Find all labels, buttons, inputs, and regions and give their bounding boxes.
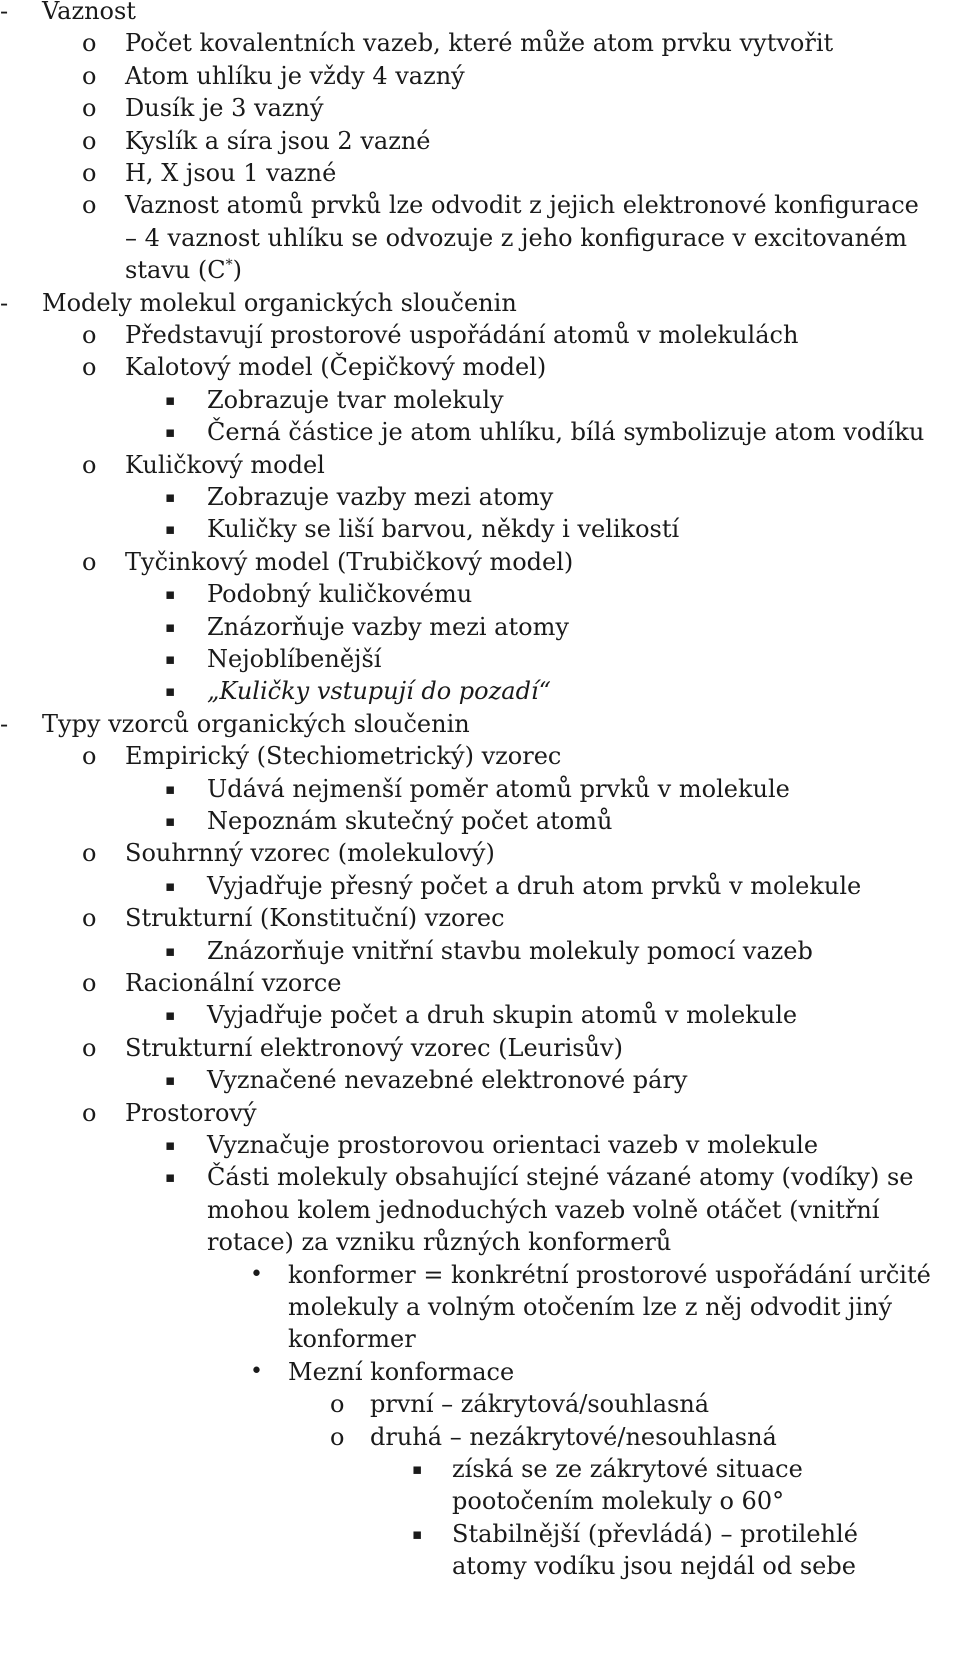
- outline-text: mohou kolem jednoduchých vazeb volně otáčet (vnitřní: [207, 1195, 880, 1224]
- circle-bullet-icon: o: [82, 191, 97, 220]
- square-bullet-icon: ▪: [165, 1071, 176, 1090]
- outline-line: [0, 577, 960, 611]
- outline-line: [0, 901, 960, 935]
- square-bullet-icon: ▪: [165, 423, 176, 442]
- outline-line: [0, 804, 960, 838]
- outline-line: [0, 286, 960, 320]
- square-bullet-icon: ▪: [412, 1460, 423, 1478]
- outline-text: molekuly a volným otočením lze z něj odvodit jiný: [288, 1293, 893, 1321]
- square-bullet-icon: ▪: [412, 1524, 423, 1543]
- outline-text: Zobrazuje vazby mezi atomy: [207, 483, 554, 511]
- circle-bullet-icon: o: [82, 1098, 97, 1127]
- outline-line: [0, 318, 960, 352]
- outline-text: Části molekuly obsahující stejné vázané atomy (vodíky) se: [207, 1163, 914, 1192]
- outline-line: [0, 124, 960, 158]
- outline-line: [0, 1128, 960, 1162]
- square-bullet-icon: ▪: [165, 876, 176, 895]
- square-bullet-icon: ▪: [165, 488, 176, 506]
- outline-text: Vyjadřuje přesný počet a druh atom prvků v molekule: [207, 871, 862, 900]
- circle-bullet-icon: o: [82, 94, 97, 123]
- square-bullet-icon: ▪: [165, 682, 176, 701]
- outline-text: – 4 vaznost uhlíku se odvozuje z jeho konfigurace v excitovaném: [125, 223, 907, 252]
- circle-bullet-icon: o: [82, 353, 97, 382]
- outline-text: Strukturní elektronový vzorec (Leurisův): [125, 1033, 623, 1062]
- dash-bullet-icon: -: [0, 709, 9, 738]
- circle-bullet-icon: o: [82, 450, 97, 479]
- outline-line: [0, 1484, 960, 1518]
- outline-line: [0, 1096, 960, 1130]
- outline-text: Kalotový model (Čepičkový model): [125, 353, 547, 382]
- outline-text: Vyznačené nevazebné elektronové páry: [207, 1066, 688, 1095]
- outline-text: atomy vodíku jsou nejdál od sebe: [452, 1552, 856, 1581]
- outline-line: [0, 1160, 960, 1194]
- outline-text: Atom uhlíku je vždy 4 vazný: [125, 61, 465, 90]
- circle-bullet-icon: o: [82, 61, 97, 90]
- square-bullet-icon: ▪: [165, 617, 176, 636]
- outline-line: [0, 610, 960, 644]
- square-bullet-icon: ▪: [165, 1168, 176, 1187]
- outline-text: Kyslík a síra jsou 2 vazné: [125, 126, 431, 155]
- outline-line: [0, 739, 960, 773]
- outline-text: Znázorňuje vnitřní stavbu molekuly pomocí vazeb: [207, 936, 813, 965]
- outline-text: Podobný kuličkovému: [207, 580, 473, 609]
- outline-text: „Kuličky vstupují do pozadí“: [207, 677, 551, 706]
- outline-line: [0, 674, 960, 708]
- outline-line: [0, 1031, 960, 1065]
- dash-bullet-icon: -: [0, 288, 9, 317]
- outline-line: [0, 0, 960, 28]
- outline-text: Vaznost: [42, 0, 136, 25]
- outline-text: Modely molekul organických sloučenin: [42, 288, 517, 317]
- outline-text: Strukturní (Konstituční) vzorec: [125, 904, 505, 933]
- outline-text: Nepoznám skutečný počet atomů: [207, 807, 613, 835]
- outline-text: Mezní konformace: [288, 1357, 515, 1386]
- circle-bullet-icon: o: [82, 839, 97, 868]
- superscript-asterisk: *: [225, 257, 233, 274]
- outline-text: Racionální vzorce: [125, 969, 342, 997]
- outline-text: Znázorňuje vazby mezi atomy: [207, 612, 569, 641]
- outline-line: [0, 545, 960, 579]
- outline-line: [0, 772, 960, 806]
- outline-line: [0, 707, 960, 741]
- square-bullet-icon: ▪: [165, 941, 176, 960]
- outline-line: [0, 253, 960, 287]
- square-bullet-icon: ▪: [165, 779, 176, 798]
- outline-line: [0, 156, 960, 190]
- outline-line: [0, 1290, 960, 1324]
- square-bullet-icon: ▪: [165, 585, 176, 604]
- circle-bullet-icon: o: [82, 29, 97, 58]
- outline-text: Vyjadřuje počet a druh skupin atomů v molekule: [207, 1001, 798, 1030]
- outline-text: druhá – nezákrytové/nesouhlasná: [370, 1422, 777, 1451]
- outline-line: [0, 59, 960, 93]
- outline-line: [0, 1549, 960, 1583]
- outline-text: Černá částice je atom uhlíku, bílá symbolizuje atom vodíku: [207, 418, 925, 447]
- square-bullet-icon: ▪: [165, 1136, 176, 1154]
- outline-line: [0, 1322, 960, 1356]
- outline-text: Představují prostorové uspořádání atomů v molekulách: [125, 321, 799, 349]
- dot-bullet-icon: •: [250, 1261, 263, 1287]
- circle-bullet-icon: o: [82, 321, 97, 349]
- outline-text: Kuličky se liší barvou, někdy i velikostí: [207, 515, 680, 544]
- outline-text: první – zákrytová/souhlasná: [370, 1390, 710, 1419]
- outline-line: [0, 1387, 960, 1421]
- circle-bullet-icon: o: [82, 969, 97, 997]
- circle-bullet-icon: o: [82, 742, 97, 771]
- outline-line: [0, 188, 960, 222]
- outline-text: Souhrnný vzorec (molekulový): [125, 839, 495, 868]
- outline-line: [0, 415, 960, 449]
- outline-line: [0, 1258, 960, 1292]
- circle-bullet-icon: o: [330, 1422, 345, 1451]
- circle-bullet-icon: o: [82, 547, 97, 576]
- outline-text: Vaznost atomů prvků lze odvodit z jejich elektronové konfigurace: [125, 191, 919, 220]
- outline-line: [0, 836, 960, 870]
- circle-bullet-icon: o: [82, 159, 97, 187]
- outline-text: Typy vzorců organických sloučenin: [42, 709, 470, 738]
- outline-line: [0, 998, 960, 1032]
- outline-text: Tyčinkový model (Trubičkový model): [125, 547, 574, 576]
- outline-text: konformer = konkrétní prostorové uspořádání určité: [288, 1260, 931, 1289]
- dash-bullet-icon: -: [0, 0, 9, 25]
- outline-line: [0, 512, 960, 546]
- outline-line: [0, 1420, 960, 1454]
- outline-text: Zobrazuje tvar molekuly: [207, 385, 504, 414]
- outline-line: [0, 448, 960, 482]
- outline-line: [0, 934, 960, 968]
- circle-bullet-icon: o: [82, 126, 97, 155]
- outline-text: konformer: [288, 1325, 416, 1354]
- square-bullet-icon: ▪: [165, 812, 176, 830]
- outline-text: Kuličkový model: [125, 450, 325, 479]
- circle-bullet-icon: o: [330, 1390, 345, 1419]
- outline-line: [0, 642, 960, 676]
- outline-line: [0, 26, 960, 60]
- square-bullet-icon: ▪: [165, 650, 176, 668]
- outline-text: Počet kovalentních vazeb, které může atom prvku vytvořit: [125, 29, 834, 58]
- outline-line: [0, 383, 960, 417]
- outline-text: Udává nejmenší poměr atomů prvků v molekule: [207, 774, 790, 803]
- outline-text: Empirický (Stechiometrický) vzorec: [125, 742, 562, 771]
- outline-text: H, X jsou 1 vazné: [125, 159, 337, 187]
- outline-line: [0, 1063, 960, 1097]
- square-bullet-icon: ▪: [165, 1006, 176, 1025]
- outline-text: stavu (C*): [125, 256, 243, 285]
- outline-line: [0, 966, 960, 1000]
- outline-text: Nejoblíbenější: [207, 645, 382, 673]
- outline-text: rotace) za vzniku různých konformerů: [207, 1228, 672, 1257]
- outline-text: Dusík je 3 vazný: [125, 94, 324, 123]
- circle-bullet-icon: o: [82, 904, 97, 933]
- outline-line: [0, 480, 960, 514]
- outline-line: [0, 1193, 960, 1227]
- outline-line: [0, 1355, 960, 1389]
- outline-text: pootočením molekuly o 60°: [452, 1487, 785, 1516]
- outline-text: Prostorový: [125, 1098, 257, 1127]
- outline-text: Stabilnější (převládá) – protilehlé: [452, 1519, 858, 1548]
- outline-text: Vyznačuje prostorovou orientaci vazeb v molekule: [207, 1131, 819, 1159]
- circle-bullet-icon: o: [82, 1033, 97, 1062]
- outline-line: [0, 869, 960, 903]
- outline-line: [0, 221, 960, 255]
- square-bullet-icon: ▪: [165, 390, 176, 409]
- outline-line: [0, 91, 960, 125]
- dot-bullet-icon: •: [250, 1358, 263, 1384]
- outline-line: [0, 1225, 960, 1259]
- outline-line: [0, 1452, 960, 1486]
- outline-text: získá se ze zákrytové situace: [452, 1455, 803, 1483]
- outline-line: [0, 1517, 960, 1551]
- square-bullet-icon: ▪: [165, 520, 176, 539]
- outline-line: [0, 350, 960, 384]
